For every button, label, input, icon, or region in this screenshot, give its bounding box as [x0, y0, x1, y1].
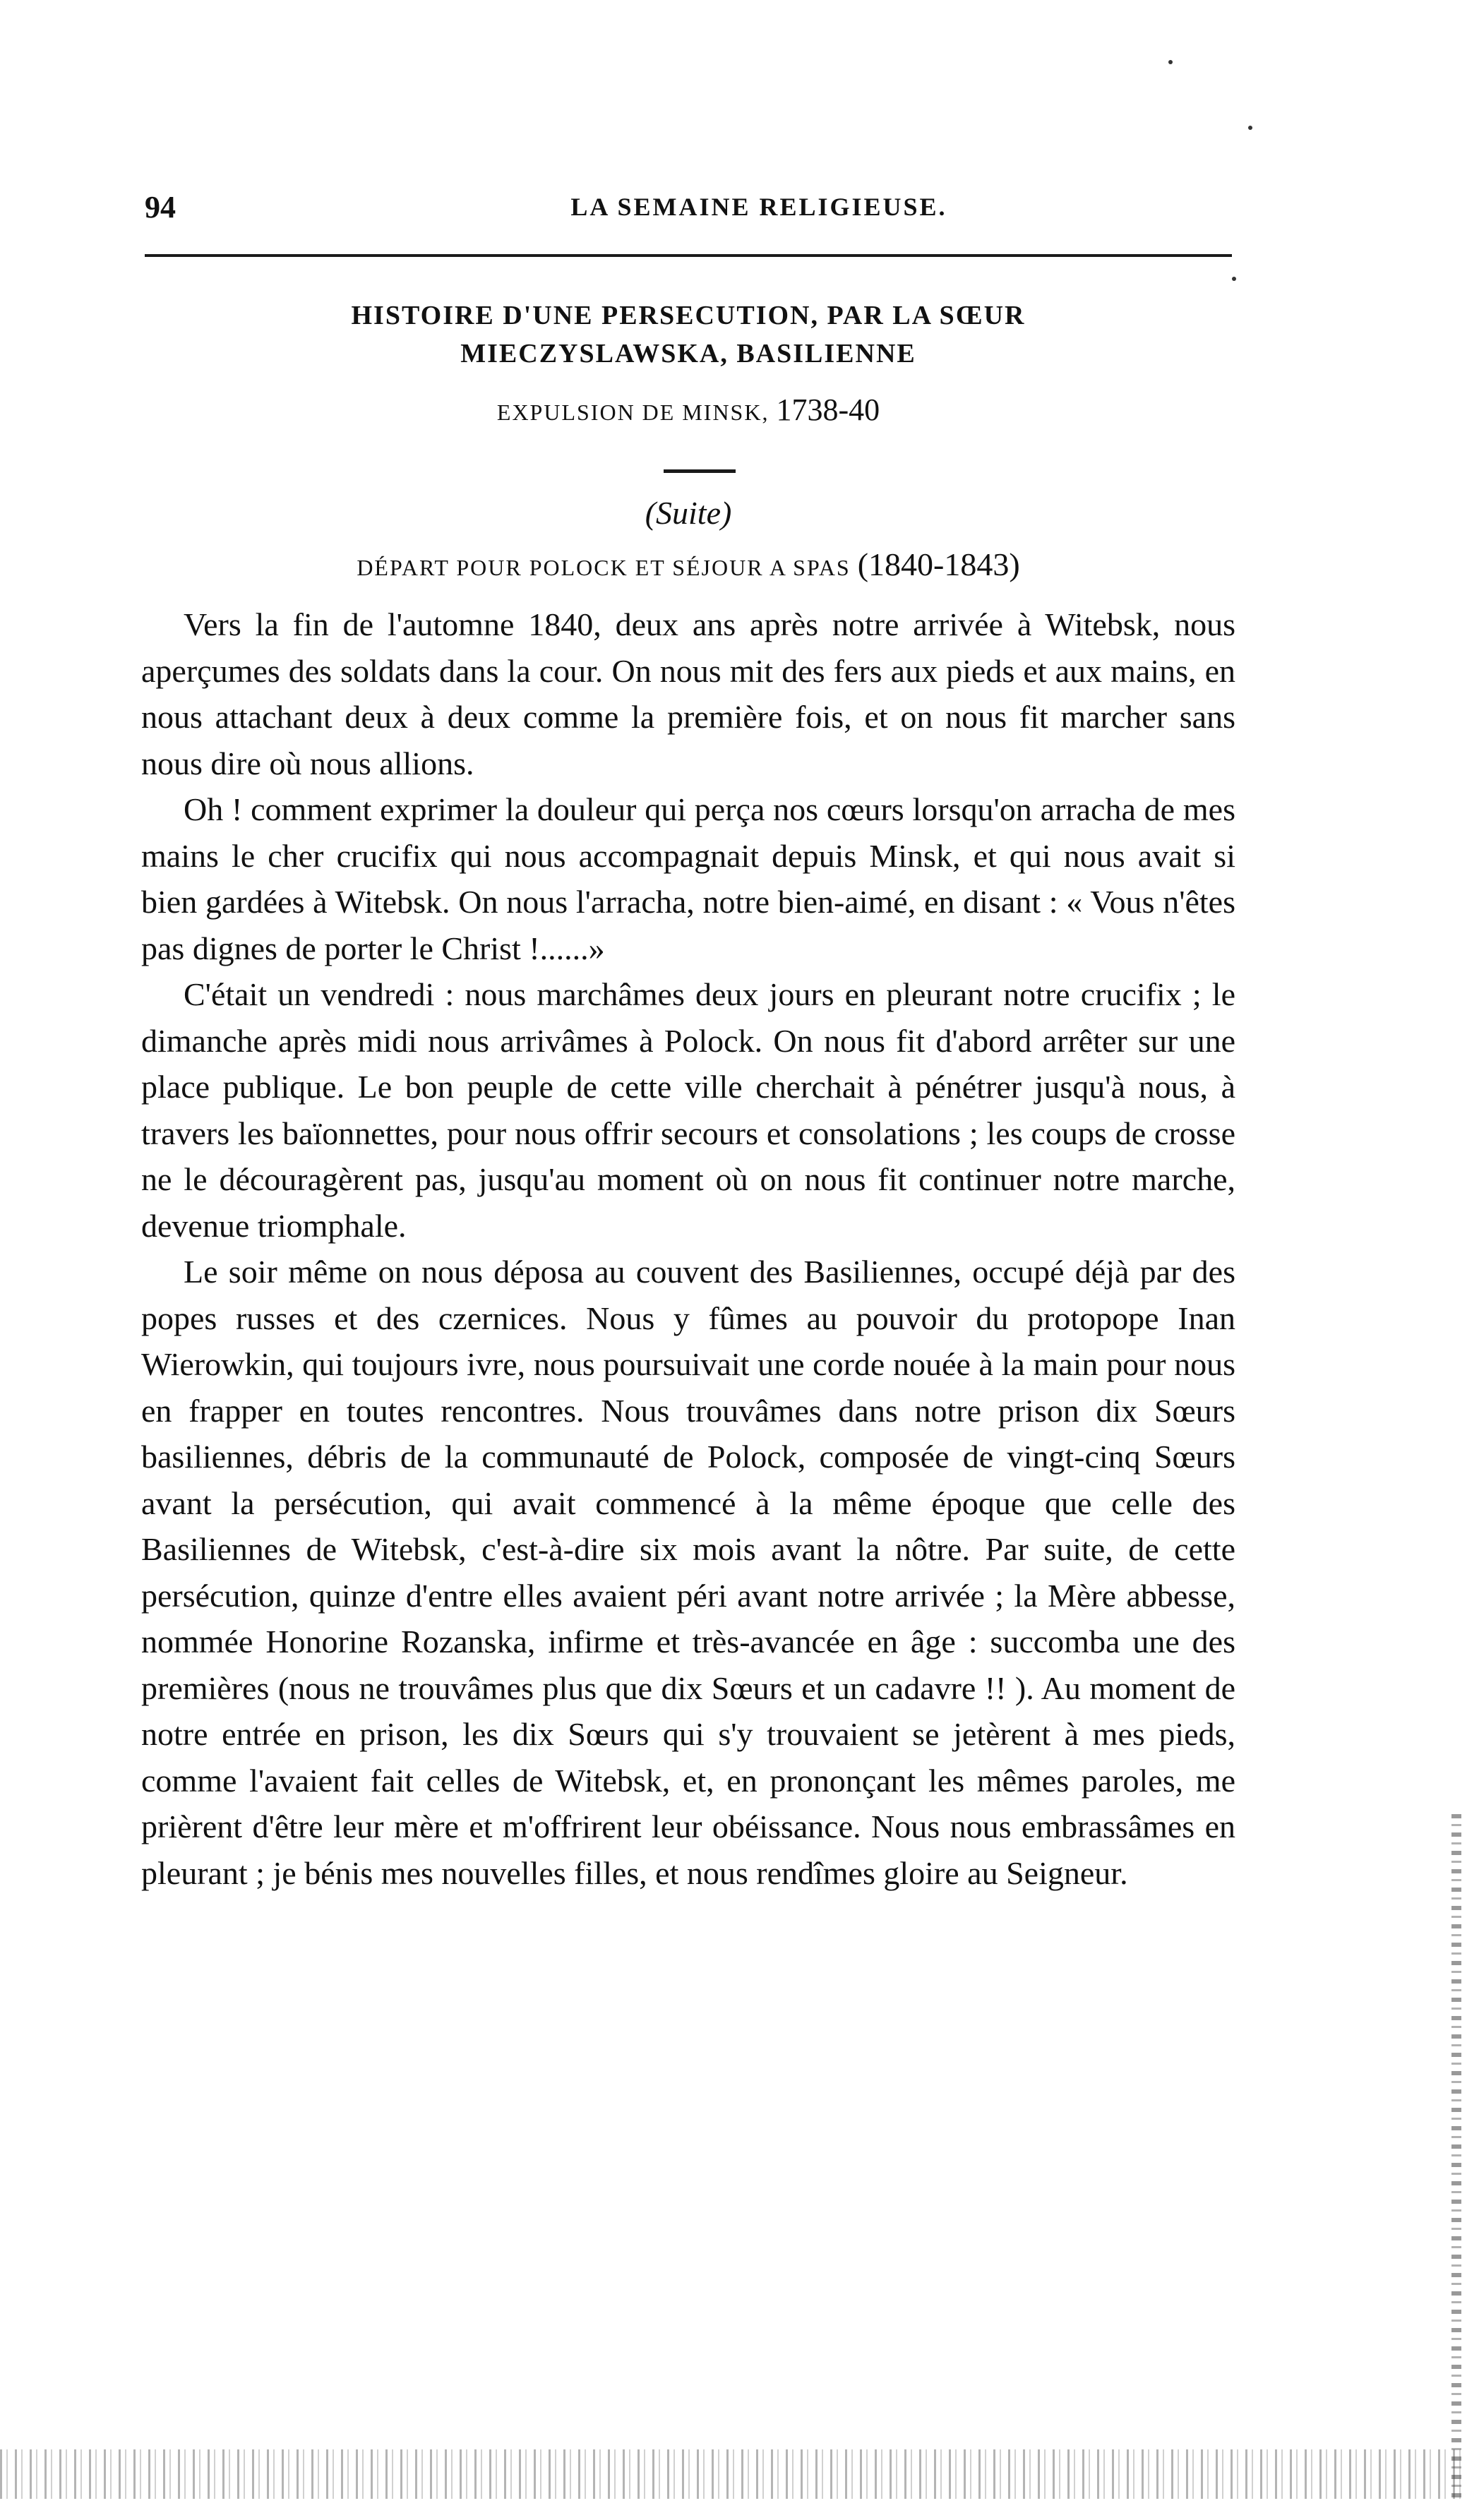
- paragraph: Le soir même on nous déposa au couvent des Basiliennes, occupé déjà par des popes russes et des czernices. Nous y fûmes au pouvoir du protopope Inan Wierowkin, qui toujours ivre, nous poursuivait une corde nouée à la main pour nous en frapper en toutes rencontres. Nous trouvâmes dans notre prison dix Sœurs basiliennes, débris de la communauté de Polock, composée de vingt-cinq Sœurs avant la persécution, qui avait commencé à la même époque que celle des Basiliennes de Witebsk, c'est-à-dire six mois avant la nôtre. Par suite, de cette persécution, quinze d'entre elles avaient péri avant notre arrivée ; la Mère abbesse, nommée Honorine Rozanska, infirme et très-avancée en âge : succomba une des premières (nous ne trouvâmes plus que dix Sœurs et un cadavre !! ). Au moment de notre entrée en prison, les dix Sœurs qui s'y trouvaient se jetèrent à mes pieds, comme l'avaient fait celles de Witebsk, et, en prononçant les mêmes paroles, me prièrent d'être leur mère et m'offrirent leur obéissance. Nous nous embrassâmes en pleurant ; je bénis mes nouvelles filles, et nous rendîmes gloire au Seigneur.: [141, 1254, 1235, 1891]
- scan-speck: [1232, 277, 1236, 281]
- continuation-label: (Suite): [645, 495, 732, 531]
- scan-bottom-artifact: [0, 2449, 1467, 2499]
- article-subtitle: [212, 392, 1165, 428]
- scan-edge-artifact: [1451, 1814, 1461, 2499]
- page-number: 94: [145, 190, 176, 224]
- paragraph: Oh ! comment exprimer la douleur qui perça nos cœurs lorsqu'on arracha de mes mains le cher crucifix qui nous accompagnait depuis Minsk, et qui nous avait si bien gardées à Witebsk. On nous l'arracha, notre bien-aimé, en disant : « Vous n'êtes pas dignes de porter le Christ !......»: [141, 791, 1235, 966]
- subtitle-years: 1738-40: [776, 392, 880, 427]
- subtitle-text: EXPULSION DE MINSK,: [496, 400, 770, 425]
- paragraph: C'était un vendredi : nous marchâmes deux jours en pleurant notre crucifix ; le dimanche après midi nous arrivâmes à Polock. On nous fit d'abord arrêter sur une place publique. Le bon peuple de cette ville cherchait à pénétrer jusqu'à nous, à travers les baïonnettes, pour nous offrir secours et consolations ; les coups de crosse ne le découragèrent pas, jusqu'au moment où on nous fit continuer notre marche, devenue triomphale.: [141, 976, 1235, 1244]
- paragraph: Vers la fin de l'automne 1840, deux ans après notre arrivée à Witebsk, nous aperçumes des soldats dans la cour. On nous mit des fers aux pieds et aux mains, en nous attachant deux à deux comme la première fois, et on nous fit marcher sans nous dire où nous allions.: [141, 606, 1235, 781]
- section-divider: [664, 469, 736, 473]
- running-title: LA SEMAINE RELIGIEUSE.: [570, 193, 947, 221]
- article-body: [141, 601, 1235, 1896]
- article-title-line-1: HISTOIRE D'UNE PERSECUTION, PAR LA SŒUR: [351, 301, 1026, 330]
- scan-speck: [1248, 126, 1252, 130]
- section-heading-years: (1840-1843): [857, 546, 1020, 582]
- article-title-line-2: MIECZYSLAWSKA, BASILIENNE: [460, 339, 916, 368]
- article-title: [212, 296, 1165, 373]
- section-heading-text: DÉPART POUR POLOCK ET SÉJOUR A SPAS: [357, 555, 851, 580]
- section-heading: [145, 546, 1232, 583]
- page-header: [145, 189, 1232, 239]
- header-rule: [145, 254, 1232, 257]
- scan-speck: [1168, 60, 1173, 64]
